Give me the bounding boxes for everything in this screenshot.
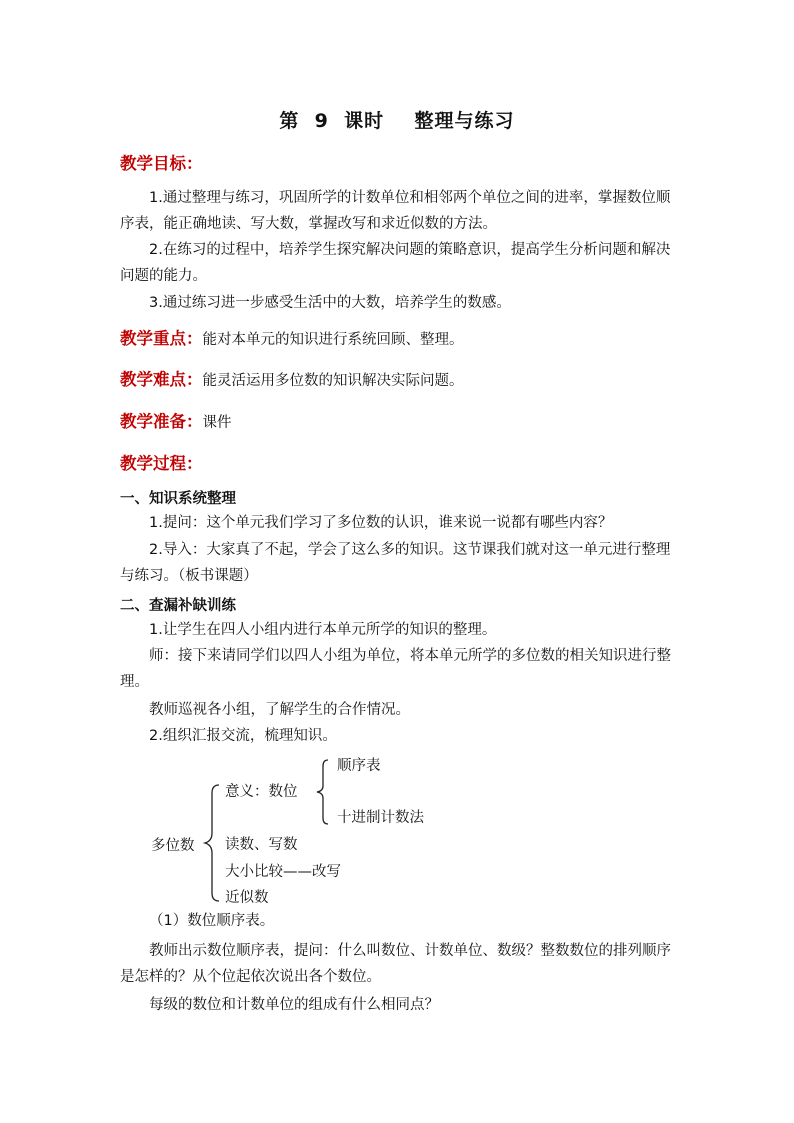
- section2-para-1: 1.让学生在四人小组内进行本单元所学的知识的整理。: [149, 622, 497, 638]
- tree-item-3: 大小比较——改写: [225, 864, 341, 880]
- preparation-text: 课件: [202, 415, 232, 431]
- tree-root: 多位数: [151, 838, 195, 854]
- section2-after-2: 教师出示数位顺序表，提问：什么叫数位、计数单位、数级？整数数位的排列顺序是怎样的？从个位起依次说出各个数位。: [120, 943, 671, 985]
- section1-para-1: 1.提问：这个单元我们学习了多位数的认识，谁来说一说都有哪些内容？: [149, 515, 613, 531]
- section2-heading: 二、查漏补缺训练: [120, 598, 236, 614]
- tree-sub-1: 顺序表: [337, 758, 381, 774]
- key-point-text: 能对本单元的知识进行系统回顾、整理。: [202, 332, 464, 348]
- big-brace-icon: [203, 783, 223, 903]
- objectives-label: 教学目标：: [120, 154, 203, 173]
- section1-para-2: 2.导入：大家真了不起，学会了这么多的知识。这节课我们就对这一单元进行整理与练习。（板书课题）: [120, 542, 671, 584]
- objective-2: 2.在练习的过程中，培养学生探究解决问题的策略意识，提高学生分析问题和解决问题的能力。: [120, 242, 671, 284]
- tree-item-2: 读数、写数: [225, 837, 298, 853]
- section2-para-2: 师：接下来请同学们以四人小组为单位，将本单元所学的多位数的相关知识进行整理。: [120, 648, 671, 690]
- small-brace-icon: [315, 758, 331, 826]
- difficulty-label: 教学难点：: [120, 370, 203, 389]
- page-title: 第 9 课时 整理与练习: [279, 110, 515, 132]
- tree-meaning: 意义：数位: [225, 784, 298, 800]
- key-point: [120, 325, 464, 349]
- difficulty-text: 能灵活运用多位数的知识解决实际问题。: [202, 373, 464, 389]
- preparation-label: 教学准备：: [120, 412, 203, 431]
- preparation: [120, 408, 232, 432]
- key-point-label: 教学重点：: [120, 329, 203, 348]
- difficulty: [120, 366, 464, 390]
- objective-3: 3.通过练习进一步感受生活中的大数，培养学生的数感。: [149, 295, 511, 311]
- section2-after-1: （1）数位顺序表。: [149, 913, 275, 929]
- section1-heading: 一、知识系统整理: [120, 491, 236, 507]
- tree-item-4: 近似数: [225, 890, 269, 906]
- tree-sub-2: 十进制计数法: [337, 810, 424, 826]
- section2-para-4: 2.组织汇报交流，梳理知识。: [149, 728, 337, 744]
- objective-1: 1.通过整理与练习，巩固所学的计数单位和相邻两个单位之间的进率，掌握数位顺序表，能正确地读、写大数，掌握改写和求近似数的方法。: [120, 190, 671, 232]
- process-label: 教学过程：: [120, 454, 203, 473]
- section2-para-3: 教师巡视各小组，了解学生的合作情况。: [149, 702, 410, 718]
- section2-after-3: 每级的数位和计数单位的组成有什么相同点？: [149, 997, 439, 1013]
